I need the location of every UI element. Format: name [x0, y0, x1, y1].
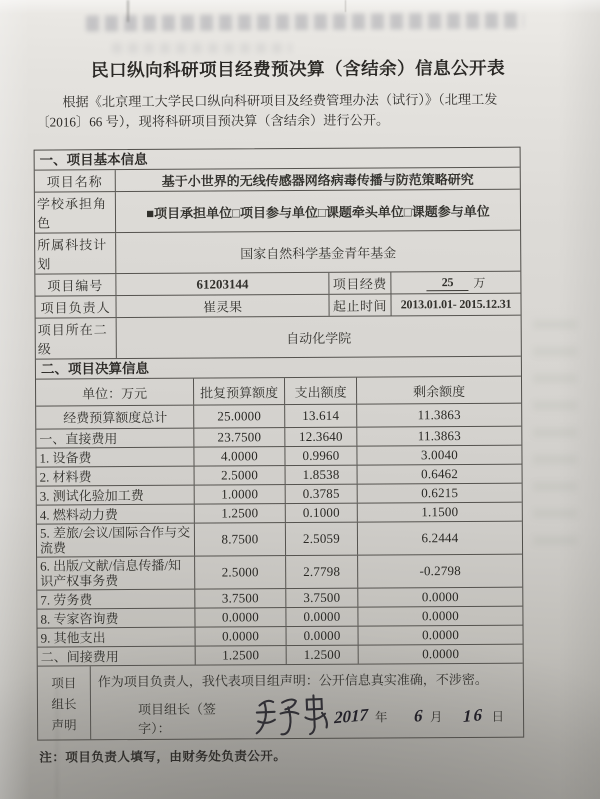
expense-category-label: 7. 劳务费	[40, 591, 93, 608]
budget-amount: 23.7500	[193, 428, 284, 447]
expense-category-label: 2. 材料费	[39, 468, 92, 485]
program-value: 国家自然科学基金青年基金	[115, 231, 520, 273]
project-name-value: 基于小世界的无线传感器网络病毒传播与防范策略研究	[115, 168, 520, 191]
expense-category-label: 1. 设备费	[39, 449, 92, 466]
row-department	[36, 316, 521, 360]
col-budget-header: 批复预算额度	[193, 378, 284, 405]
funding-unit: 万	[473, 275, 486, 290]
leader-value: 崔灵果	[115, 295, 328, 317]
remaining-amount: 0.0000	[358, 645, 523, 664]
spent-amount: 1.2500	[286, 646, 358, 664]
row-leader-period	[35, 294, 520, 319]
period-label: 起止时间	[328, 294, 390, 315]
remaining-amount: 11.3863	[356, 404, 521, 427]
page-title: 民口纵向科研项目经费预决算（含结余）信息公开表	[91, 57, 506, 81]
declaration-content	[91, 664, 523, 740]
spent-amount: 0.9960	[284, 447, 356, 465]
expense-category-label: 5. 差旅/会议/国际合作与交流费	[39, 524, 191, 556]
handwritten-signature	[250, 690, 335, 739]
department-label: 项目所在二级	[37, 322, 108, 357]
settlement-row	[36, 404, 521, 430]
remaining-amount: 3.0040	[356, 446, 521, 465]
budget-amount: 25.0000	[193, 405, 284, 428]
spent-amount: 3.7500	[285, 589, 357, 607]
budget-amount: 1.0000	[194, 485, 285, 504]
col-spent-header: 支出额度	[284, 378, 356, 404]
date-day: 16	[463, 704, 485, 726]
budget-amount: 8.7500	[194, 523, 285, 556]
budget-amount: 1.2500	[194, 504, 285, 523]
date-month: 6	[414, 705, 424, 726]
row-program	[35, 231, 520, 275]
funding-label: 项目经费	[328, 272, 390, 293]
declaration-row	[38, 664, 523, 740]
expense-category-label: 6. 出版/文献/信息传播/知识产权事务费	[40, 557, 182, 589]
settlement-row	[37, 555, 522, 591]
expense-category-label: 一、直接费用	[39, 430, 118, 447]
section-settlement-header: 二、项目决算信息	[36, 357, 521, 380]
remaining-amount: 6.2444	[357, 522, 522, 555]
funding-value	[390, 272, 520, 294]
settlement-row	[37, 522, 522, 558]
program-label: 所属科技计划	[37, 237, 108, 272]
project-no-value: 61203144	[115, 273, 328, 295]
row-school-role	[35, 190, 520, 234]
funding-amount: 25	[427, 274, 469, 290]
declaration-statement: 作为项目负责人，我代表项目组声明：公开信息真实准确，不涉密。	[97, 671, 488, 690]
remaining-amount: 0.6462	[357, 465, 522, 484]
day-unit: 日	[491, 709, 505, 724]
date-year: 2017	[333, 705, 369, 728]
remaining-amount: 0.0000	[357, 607, 522, 626]
spent-amount: 13.614	[284, 405, 356, 427]
remaining-amount: -0.2798	[357, 555, 522, 588]
remaining-amount: 0.0000	[357, 588, 522, 607]
col-remaining-header: 剩余额度	[356, 377, 521, 404]
declaration-side-label: 项目 组长 声明	[38, 666, 91, 739]
budget-amount: 1.2500	[195, 646, 286, 665]
row-project-no-funding	[35, 272, 520, 297]
section-basic-info-header: 一、项目基本信息	[35, 148, 520, 171]
budget-amount: 0.0000	[194, 608, 285, 627]
signature-line	[98, 697, 515, 738]
spent-amount: 0.3785	[285, 485, 357, 503]
expense-category-label: 3. 测试化验加工费	[39, 487, 144, 504]
remaining-amount: 0.6215	[357, 484, 522, 503]
unit-label: 单位：万元	[82, 385, 148, 401]
budget-amount: 0.0000	[195, 627, 286, 646]
row-project-name	[35, 168, 520, 193]
signature-label: 项目组长（签字）：	[137, 701, 217, 736]
disclosure-form-table	[34, 147, 525, 741]
settlement-column-headers	[36, 377, 521, 407]
intro-paragraph: 根据《北京理工大学民口纵向科研项目及经费管理办法（试行）》（北理工发〔2016〕66 号），现将科研项目预决算（含结余）进行公开。	[36, 91, 498, 130]
remaining-amount: 11.3863	[356, 427, 521, 446]
expense-category-label: 9. 其他支出	[40, 629, 106, 646]
department-value: 自动化学院	[116, 316, 521, 358]
expense-category-label: 二、间接费用	[40, 648, 119, 665]
spent-amount: 12.3640	[284, 428, 356, 446]
expense-category-label: 4. 燃料动力费	[39, 506, 118, 523]
leader-label: 项目负责人	[40, 300, 111, 316]
remaining-amount: 0.0000	[358, 626, 523, 645]
settlement-rows	[36, 404, 523, 667]
budget-amount: 2.5000	[194, 556, 285, 589]
spent-amount: 2.5059	[285, 523, 357, 555]
school-role-label: 学校承担角色	[36, 196, 107, 231]
remaining-amount: 1.1500	[357, 503, 522, 522]
handwritten-date	[334, 706, 507, 727]
year-unit: 年	[374, 710, 388, 725]
period-value: 2013.01.01- 2015.12.31	[390, 294, 520, 316]
spent-amount: 0.1000	[285, 504, 357, 522]
footnote: 注：项目负责人填写，由财务处负责公开。	[39, 749, 287, 765]
month-unit: 月	[429, 710, 443, 725]
budget-amount: 3.7500	[194, 589, 285, 608]
spent-amount: 0.0000	[285, 608, 357, 626]
spent-amount: 0.0000	[286, 627, 358, 645]
budget-amount: 4.0000	[193, 447, 284, 466]
spent-amount: 2.7798	[285, 556, 357, 588]
project-no-label: 项目编号	[47, 278, 104, 294]
budget-amount: 2.5000	[194, 466, 285, 485]
expense-category-label: 经费预算额度总计	[63, 409, 168, 425]
expense-category-label: 8. 专家咨询费	[40, 610, 119, 627]
spent-amount: 1.8538	[285, 466, 357, 484]
project-name-label: 项目名称	[46, 174, 103, 190]
school-role-checkboxes: ■项目承担单位□项目参与单位□课题牵头单位□课题参与单位	[115, 190, 520, 232]
